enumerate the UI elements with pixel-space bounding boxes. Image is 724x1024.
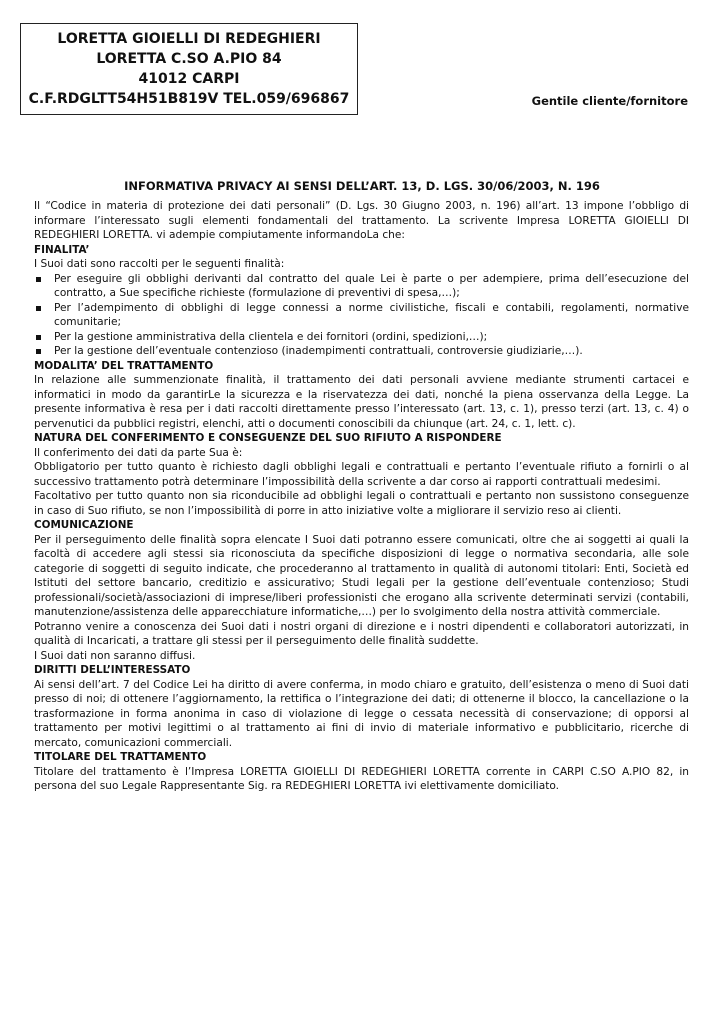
company-header-box: [20, 23, 358, 115]
comunicazione-paragraph-1: Per il perseguimento delle finalità sopra elencate I Suoi dati potranno essere comunicati, oltre che ai soggetti ai quali la facoltà di accedere agli stessi sia riconosciuta da specifiche disposizioni di legge o normativa secondaria, alle sole categorie di soggetti di seguito indicate, che procederanno al trattamento in qualità di autonomi titolari: Enti, Società ed Istituti del settore bancario, creditizio e assicurativo; Studi legali per la gestione dell’eventuale contenzioso; Studi professionali/società/associazioni di imprese/liberi professionisti che erogano alla scrivente determinati servizi (contabili, manutenzione/assistenza delle apparecchiature informatiche,…) per lo svolgimento della nostra attività commerciale.: [34, 533, 689, 618]
list-item: Per l’adempimento di obblighi di legge connessi a norme civilistiche, fiscali e contabili, regolamenti, normative comunitarie;: [34, 301, 689, 330]
document-title: INFORMATIVA PRIVACY AI SENSI DELL’ART. 13, D. LGS. 30/06/2003, N. 196: [124, 179, 600, 193]
company-tax-phone: C.F.RDGLTT54H51B819V TEL.059/696867: [28, 91, 350, 107]
modalita-paragraph: In relazione alle summenzionate finalità, il trattamento dei dati personali avviene mediante strumenti cartacei e informatici in modo da garantirLe la sicurezza e la riservatezza dei dati, nonché la piena osservanza della Legge. La presente informativa è resa per i dati raccolti direttamente presso l’interessato (art. 13, c. 1), presso terzi (art. 13, c. 4) o pervenutici da pubblici registri, elenchi, atti o documenti conoscibili da chiunque (art. 24, c. 1, lett. c).: [34, 374, 689, 430]
natura-paragraph-3: Facoltativo per tutto quanto non sia riconducibile ad obblighi legali o contrattuali e pertanto non sussistono conseguenze in caso di Suo rifiuto, se non l’impossibilità di porre in atto iniziative volte a migliorare il servizio reso ai clienti.: [34, 490, 689, 517]
section-heading-natura: NATURA DEL CONFERIMENTO E CONSEGUENZE DEL SUO RIFIUTO A RISPONDERE: [34, 432, 502, 444]
section-heading-modalita: MODALITA’ DEL TRATTAMENTO: [34, 359, 214, 372]
section-heading-comunicazione: COMUNICAZIONE: [34, 519, 134, 531]
list-item: Per la gestione dell’eventuale contenzioso (inadempimenti contrattuali, controversie giudiziarie,…).: [34, 344, 689, 359]
intro-paragraph: Il “Codice in materia di protezione dei dati personali” (D. Lgs. 30 Giugno 2003, n. 196) all’art. 13 impone l’obbligo di informare l’interessato sugli elementi fondamentali del trattamento. La scrivente Impresa LORETTA GIOIELLI DI REDEGHIERI LORETTA. vi adempie compiutamente informandoLa che:: [34, 200, 689, 241]
titolare-paragraph: Titolare del trattamento è l’Impresa LORETTA GIOIELLI DI REDEGHIERI LORETTA corrente in CARPI C.SO A.PIO 82, in persona del suo Legale Rappresentante Sig. ra REDEGHIERI LORETTA ivi elettivamente domiciliato.: [34, 765, 689, 792]
diritti-paragraph: Ai sensi dell’art. 7 del Codice Lei ha diritto di avere conferma, in modo chiaro e gratuito, dell’esistenza o meno di Suoi dati presso di noi; di ottenere l’aggiornamento, la rettifica o l’integrazione dei dati; di ottenerne il blocco, la cancellazione o la trasformazione in forma anonima in caso di violazione di legge o cessata necessità di conservazione; di opporsi al trattamento per motivi legittimi o al trattamento ai fini di invio di materiale informativo e pubblicitario, ricerche di mercato, comunicazioni commerciali.: [34, 678, 689, 749]
natura-paragraph-2: Obbligatorio per tutto quanto è richiesto dagli obblighi legali e contrattuali e pertanto l’eventuale rifiuto a fornirli o al successivo trattamento potrà determinare l’impossibilità della scrivente a dar corso ai rapporti contrattuali medesimi.: [34, 461, 689, 488]
company-address: LORETTA C.SO A.PIO 84: [96, 51, 282, 67]
finalita-list: [34, 272, 689, 359]
company-name: LORETTA GIOIELLI DI REDEGHIERI: [57, 31, 321, 47]
company-city: 41012 CARPI: [138, 71, 240, 87]
document-body: [34, 199, 689, 794]
section-heading-diritti: DIRITTI DELL’INTERESSATO: [34, 664, 191, 676]
section-heading-titolare: TITOLARE DEL TRATTAMENTO: [34, 751, 207, 763]
natura-paragraph-1: Il conferimento dei dati da parte Sua è:: [34, 446, 243, 459]
salutation: Gentile cliente/fornitore: [531, 94, 688, 108]
list-item: Per eseguire gli obblighi derivanti dal contratto del quale Lei è parte o per adempiere, prima dell’esecuzione del contratto, a Sue specifiche richieste (formulazione di preventivi di spesa,…);: [34, 272, 689, 301]
list-item: Per la gestione amministrativa della clientela e dei fornitori (ordini, spedizioni,…);: [34, 330, 689, 345]
finalita-lead: I Suoi dati sono raccolti per le seguenti finalità:: [34, 258, 285, 270]
section-heading-finalita: FINALITA’: [34, 243, 90, 256]
comunicazione-paragraph-3: I Suoi dati non saranno diffusi.: [34, 649, 196, 662]
comunicazione-paragraph-2: Potranno venire a conoscenza dei Suoi dati i nostri organi di direzione e i nostri dipendenti e collaboratori autorizzati, in qualità di Incaricati, a trattare gli stessi per il perseguimento delle finalità suddette.: [34, 620, 689, 647]
